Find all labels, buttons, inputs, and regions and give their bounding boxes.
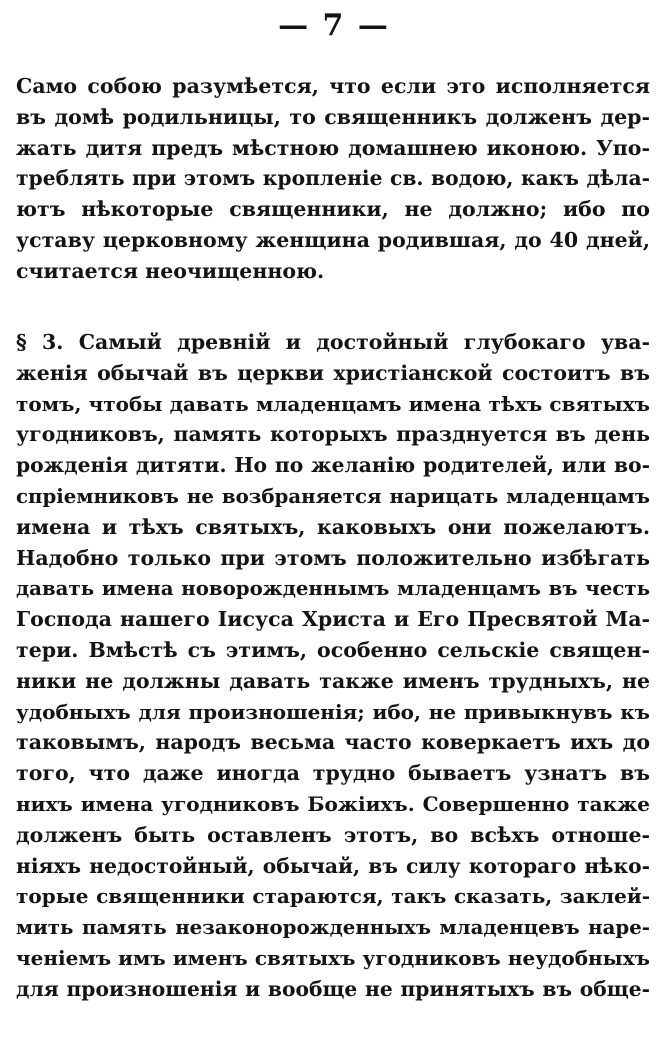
text-line: ники не должны давать также именъ трудныхъ, не xyxy=(16,668,650,693)
text-line: въ домѣ родильницы, то священникъ долженъ дер- xyxy=(16,104,650,129)
text-line: угодниковъ, память которыхъ празднуется въ день xyxy=(16,422,650,447)
text-line: спріемниковъ не возбраняется нарицать младенцамъ xyxy=(16,483,650,508)
text-line: удобныхъ для произношенія; ибо, не привыкнувъ къ xyxy=(16,699,650,724)
text-line: треблять при этомъ кропленіе св. водою, какъ дѣла- xyxy=(16,166,650,191)
text-line: ютъ нѣкоторые священники, не должно; ибо по xyxy=(16,197,650,222)
text-line: мить память незаконорожденныхъ младенцевъ наре- xyxy=(16,915,650,940)
text-line: долженъ быть оставленъ этотъ, во всѣхъ отноше- xyxy=(16,822,650,847)
text-line: ніяхъ недостойный, обычай, въ силу котораго нѣко- xyxy=(16,853,650,878)
text-line: жать дитя предъ мѣстною домашнею иконою. Упо- xyxy=(16,135,650,160)
text-line: § 3. Самый древній и достойный глубокаго ува- xyxy=(16,330,650,354)
paragraph-1 xyxy=(16,71,650,287)
text-line: для произношенія и вообще не принятыхъ въ обще- xyxy=(16,976,650,1001)
text-line: тери. Вмѣстѣ съ этимъ, особенно сельскіе священ- xyxy=(16,637,650,662)
text-line: давать имена новорожденнымъ младенцамъ въ честь xyxy=(16,576,650,601)
text-line: Надобно только при этомъ положительно избѣгать xyxy=(16,545,650,570)
text-line: нихъ имена угодниковъ Божіихъ. Совершенно также xyxy=(16,791,650,816)
page-number: — 7 — xyxy=(278,8,390,43)
text-line: рожденія дитяти. Но по желанію родителей, или во- xyxy=(16,453,650,478)
text-line: томъ, чтобы давать младенцамъ имена тѣхъ святыхъ xyxy=(16,391,650,416)
text-line: Само собою разумѣется, что если это исполняется xyxy=(16,74,650,98)
paragraph-2-section-3 xyxy=(16,327,650,1005)
text-line: ченіемъ имъ именъ святыхъ угодниковъ неудобныхъ xyxy=(16,945,650,970)
text-line: считается неочищенною. xyxy=(16,258,325,283)
text-line: таковымъ, народъ весьма часто коверкаетъ ихъ до xyxy=(16,730,650,755)
text-line: Господа нашего Іисуса Христа и Его Пресвятой Ма- xyxy=(16,607,650,632)
text-line: того, что даже иногда трудно бываетъ узнатъ въ xyxy=(16,761,650,786)
text-line: женія обычай въ церкви христіанской состоитъ въ xyxy=(16,360,650,385)
text-line: имена и тѣхъ святыхъ, каковыхъ они пожелаютъ. xyxy=(16,514,650,539)
text-line: торые священники стараются, такъ сказать, заклей- xyxy=(16,884,650,909)
text-line: уставу церковному женщина родившая, до 40 дней, xyxy=(16,227,650,252)
